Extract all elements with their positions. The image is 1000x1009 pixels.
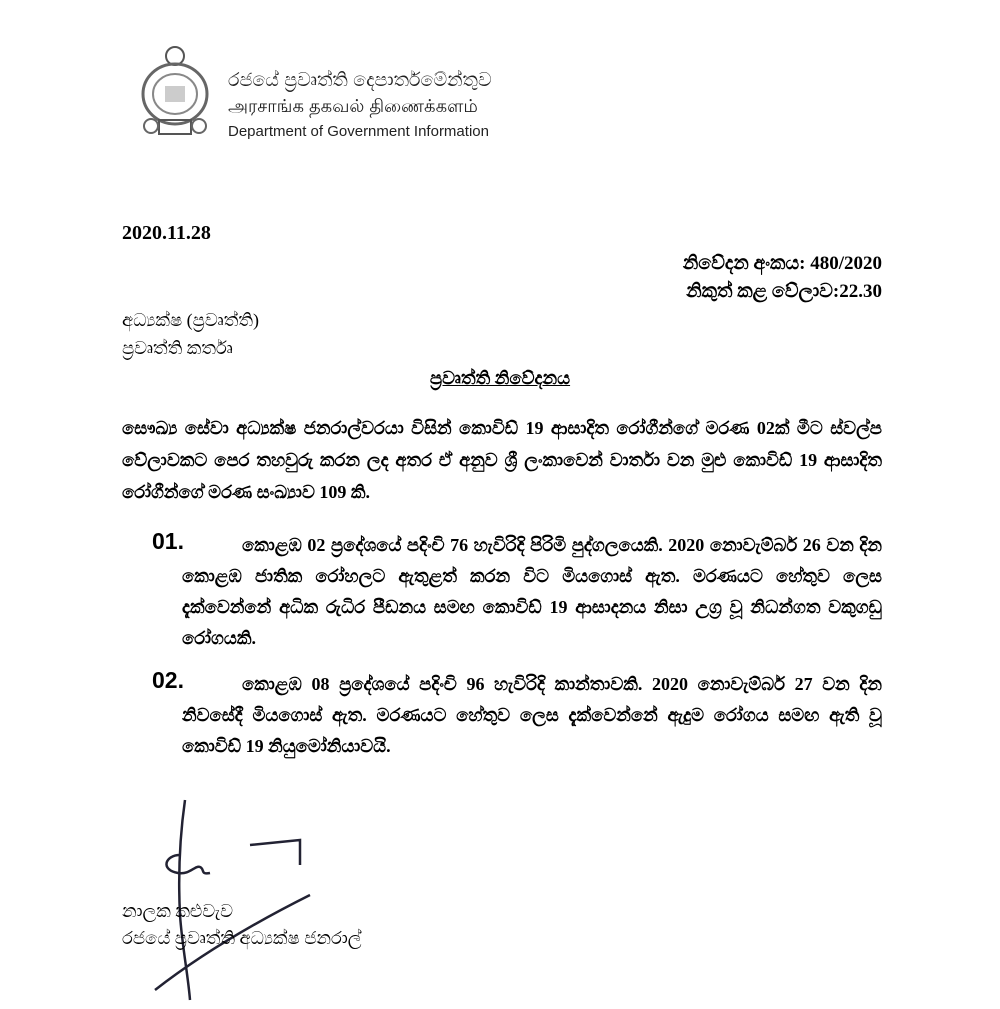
- item-number: 02.: [152, 667, 184, 693]
- letterhead-english: Department of Government Information: [228, 123, 489, 140]
- letterhead-sinhala: රජයේ ප්‍රවෘත්ති දෙපාර්තමේන්තුව: [228, 70, 492, 91]
- item-text: කොළඹ 08 ප්‍රදේශයේ පදිංචි 96 හැවිරිදි කාන්තාවකි. 2020 නොවැම්බර් 27 වන දින නිවසේදී මියගොස් ඇත. මරණයට හේතුව ලෙස දැක්වෙන්නේ ඇදුම රෝගය සමඟ ඇති වූ කොවිඩ් 19 නියුමෝනියාවයි.: [182, 674, 882, 756]
- item-text: කොළඹ 02 ප්‍රදේශයේ පදිංචි 76 හැවිරිදි පිරිමි පුද්ගලයෙකි. 2020 නොවැම්බර් 26 වන දින කොළඹ ජාතික රෝහලට ඇතුළත් කරන විට මියගොස් ඇත. මරණයට හේතුව ලෙස දැක්වෙන්නේ අධික රුධිර පීඩනය සමඟ කොවිඩ් 19 ආසාදනය නිසා උග්‍ර වූ නිධන්ගත වකුගඩු රෝගයකි.: [182, 535, 882, 648]
- release-number: නිවේදන අංකය: 480/2020: [682, 253, 882, 274]
- intro-paragraph: සෞඛ්‍ය සේවා අධ්‍යක්ෂ ජනරාල්වරයා විසින් කොවිඩ් 19 ආසාදිත රෝගීන්ගේ මරණ 02ක් මීට ස්වල්ප වේලාවකට පෙර තහවුරු කරන ලද අතර ඒ අනුව ශ්‍රී ලංකාවෙන් වාර්තා වන මුළු කොවිඩ් 19 ආසාදිත රෝගීන්ගේ මරණ සංඛ්‍යාව 109 කි.: [122, 418, 882, 502]
- title-text: ප්‍රවෘත්ති නිවේදනය: [429, 368, 571, 388]
- signatory-designation: රජයේ ප්‍රවෘත්ති අධ්‍යක්ෂ ජනරාල්: [122, 928, 362, 948]
- document-title: [0, 368, 1000, 389]
- letterhead-tamil: அரசாங்க தகவல் திணைக்களம்: [228, 96, 478, 116]
- state-emblem-logo: [137, 42, 213, 138]
- addressee: ප්‍රවෘත්ති කර්තෘ: [122, 338, 233, 358]
- item-number: 01.: [152, 528, 184, 554]
- signatory-name: නාලක කළුවැව: [122, 901, 234, 921]
- addressee: අධ්‍යක්ෂ (ප්‍රවෘත්ති): [122, 310, 259, 330]
- release-date: 2020.11.28: [122, 222, 211, 244]
- signature: [150, 795, 320, 1005]
- issued-time: නිකුත් කළ වේලාව:22.30: [686, 281, 882, 302]
